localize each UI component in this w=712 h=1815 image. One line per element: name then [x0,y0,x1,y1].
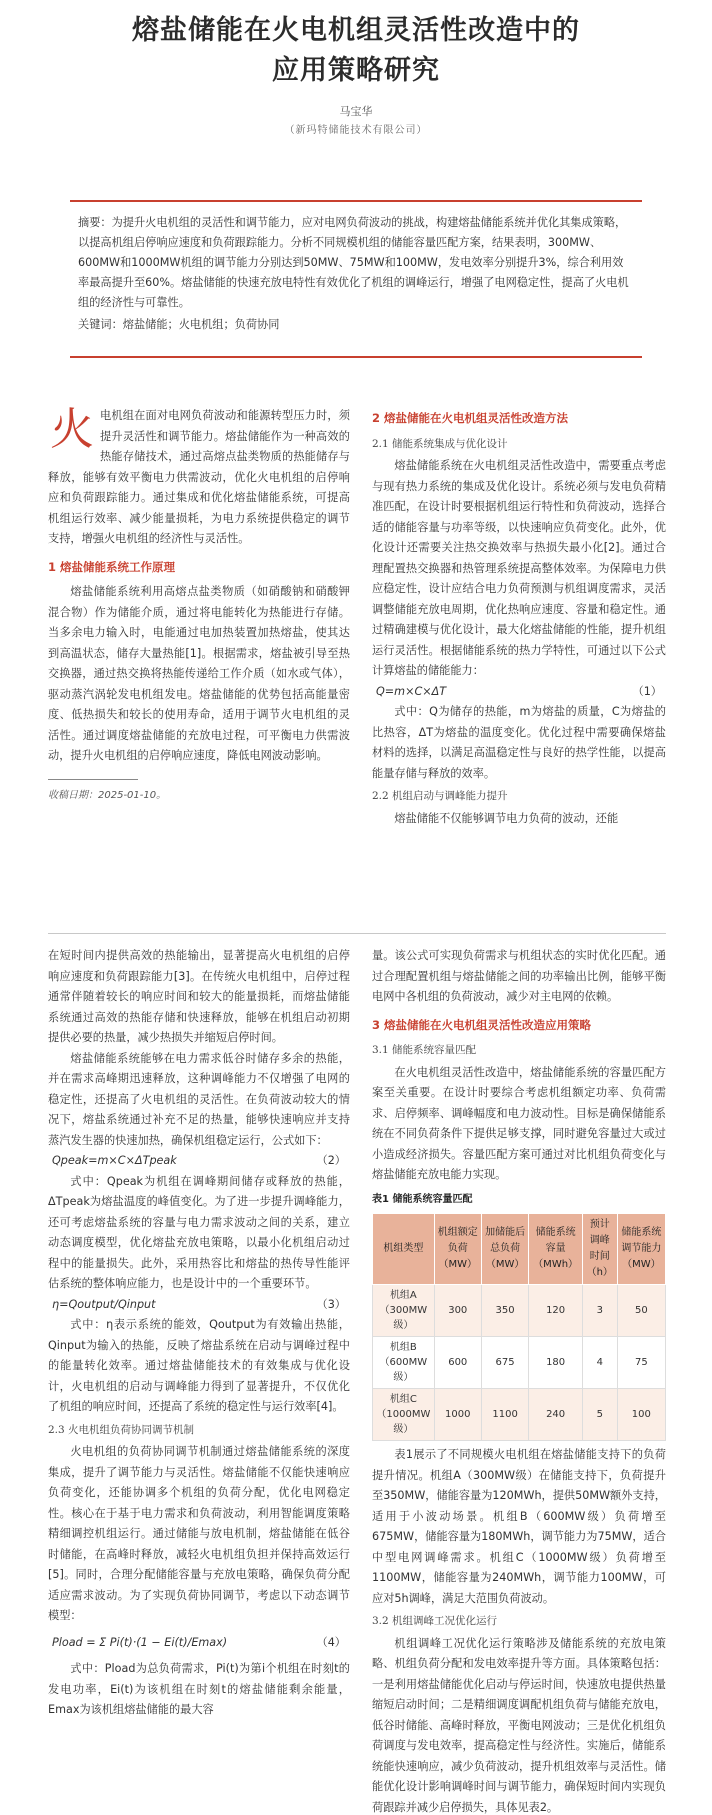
left-column-bottom [48,946,350,1721]
table-cell: 4 [582,1337,617,1389]
table-header-cell: 机组额定负荷（MW） [434,1214,481,1285]
table-header-cell: 储能系统调节能力（MW） [617,1214,665,1285]
section-2-heading: 2 熔盐储能在火电机组灵活性改造方法 [372,411,569,425]
section-3-1-paragraph: 在火电机组灵活性改造中，熔盐储能系统的容量匹配方案至关重要。在设计时要综合考虑机组额定功率、负荷需求、启停频率、调峰幅度和电力波动性。目标是确保储能系统在不同负荷条件下提供足够支撑，同时避免容量过大或过小造成经济损失。容量匹配方案可通过对比机组负荷变化与熔盐储能充放电能力实现。 [372,1065,666,1181]
section-2-1-paragraph: 熔盐储能系统在火电机组灵活性改造中，需要重点考虑与现有热力系统的集成及优化设计。系统必须与发电负荷精准匹配，在设计时要根据机组运行特性和负荷波动，选择合适的储能容量与功率等级，以快速响应负荷变化。此外，优化设计还需要关注热交换效率与热损失最小化[2]。通过合理配置热交换器和热管理系统提高整体效率。为保障电力供应稳定性，设计应结合电力负荷预测与机组调度需求，灵活调整储能充放电周期，优化热响应速度、容量和稳定性。通过精确建模与优化设计，最大化熔盐储能的性能，提升机组运行灵活性。根据储能系统的热力学特性，可通过以下公式计算熔盐的储能能力： [372,459,666,677]
equation-3-number: （3） [316,1297,346,1311]
abstract-text [78,213,634,313]
abstract-body: 为提升火电机组的灵活性和调节能力，应对电网负荷波动的挑战，构建熔盐储能系统并优化其集成策略，以提高机组启停响应速度和负荷跟踪能力。分析不同规模机组的储能容量匹配方案，结果表明，300MW、600MW和1000MW机组的调节能力分别达到50MW、75MW和100MW，发电效率分别提升3%，综合利用效率最高提升至60%。熔盐储能的快速充放电特性有效优化了机组的调峰运行，增强了电网稳定性，提高了火电机组的经济性与可靠性。 [78,216,629,309]
table-cell: 1000 [434,1389,481,1441]
section-1-heading: 1 熔盐储能系统工作原理 [48,559,176,574]
section-2-2-heading: 2.2 机组启动与调峰能力提升 [372,790,508,802]
section-3-heading: 3 熔盐储能在火电机组灵活性改造应用策略 [372,1017,592,1032]
table-1-caption: 表1 储能系统容量匹配 [372,1193,473,1205]
equation-2 [48,1151,350,1172]
table-header-cell: 加储能后总负荷（MW） [481,1214,529,1285]
table-header-cell: 预计调峰时间（h） [582,1214,617,1285]
section-1-paragraph: 熔盐储能系统利用高熔点盐类物质（如硝酸钠和硝酸钾混合物）作为储能介质，通过将电能转化为热能进行存储。当多余电力输入时，电能通过电加热装置加热熔盐，使其达到高温状态，储存大量热能[1]。根据需求，熔盐被引导至热交换器，通过热交换将热能传递给工作介质（如水或气体），驱动蒸汽涡轮发电机组发电。熔盐储能的优势包括高能量密度、低热损失和较长的使用寿命，适用于调节火电机组的灵活性。通过调度熔盐储能的充放电过程，可平衡电力供需波动，提升火电机组的启停响应速度，降低电网波动影响。 [48,585,350,762]
abstract-bottom-rule [70,356,642,358]
keywords-text: 熔盐储能；火电机组；负荷协同 [122,318,280,331]
equation-3 [48,1295,350,1316]
continued-paragraph: 在短时间内提供高效的热能输出，显著提高火电机组的启停响应速度和负荷跟踪能力[3]。在传统火电机组中，启停过程通常伴随着较长的响应时间和较大的能量损耗，而熔盐储能系统通过高效的热能存储和快速释放，能够在机组启动初期提供必要的热量，减少热损失并缩短启停时间。 [48,949,350,1044]
left-column-top [48,406,350,806]
keywords [78,315,634,335]
dropcap: 火 [50,404,94,455]
table-cell: 600 [434,1337,481,1389]
table-row [373,1389,666,1441]
table-header-row [373,1214,666,1285]
section-divider [48,933,666,934]
equation-2-number: （2） [316,1154,346,1167]
section-3-1-heading: 3.1 储能系统容量匹配 [372,1044,477,1056]
continued-paragraph-right: 量。该公式可实现负荷需求与机组状态的实时优化匹配。通过合理配置机组与熔盐储能之间的功率输出比例，能够平衡电网中各机组的负荷波动，减少对主电网的依赖。 [372,949,666,1003]
equation-4 [48,1633,350,1654]
equation-4-number: （4） [316,1635,346,1649]
table-cell: 675 [481,1337,529,1389]
received-date: 收稿日期：2025-01-10。 [48,789,167,801]
table-cell: 机组A（300MW级） [373,1285,435,1337]
table-header-cell: 储能系统容量（MWh） [529,1214,582,1285]
title-line-2: 应用策略研究 [272,55,440,86]
table-cell: 240 [529,1389,582,1441]
abstract-top-rule [70,200,642,202]
equation-1-body: Q=m×C×ΔT [376,684,447,698]
section-2-2-paragraph-start: 熔盐储能不仅能够调节电力负荷的波动，还能 [394,811,619,825]
footnote-separator [48,779,138,780]
intro-paragraph: 电机组在面对电网负荷波动和能源转型压力时，须提升灵活性和调节能力。熔盐储能作为一种高效的热能存储技术，通过高熔点盐类物质的热能储存与释放，能够有效平衡电力供需波动，优化火电机组的启停响应和负荷跟踪能力。通过集成和优化熔盐储能系统，可提高机组运行效率、减少能量损耗，为电力系统提供稳定的调节支持，增强火电机组的经济性与灵活性。 [48,409,350,545]
section-2-1-heading: 2.1 储能系统集成与优化设计 [372,437,508,450]
equation-1-number: （1） [632,684,662,698]
author: 马宝华 [339,105,373,118]
table-1 [372,1213,666,1441]
equation-3-body: η=Qoutput/Qinput [52,1297,156,1311]
section-2-3-heading: 2.3 火电机组负荷协同调节机制 [48,1423,195,1436]
table-1-discussion: 表1展示了不同规模火电机组在熔盐储能支持下的负荷提升情况。机组A（300MW级）在储能支持下，负荷提升至350MW，储能容量为120MWh，提供50MW额外支持，适用于小波动场景。机组B（600MW级）负荷增至675MW，储能容量为180MWh，调节能力为75MW，适合中型电网调峰需求。机组C（1000MW级）负荷增至1100MW，储能容量为240MWh，调节能力100MW，可应对5h调峰，满足大范围负荷波动。 [372,1448,666,1605]
table-cell: 350 [481,1285,529,1337]
section-2-3-paragraph: 火电机组的负荷协同调节机制通过熔盐储能系统的深度集成，提升了调节能力与灵活性。熔盐储能不仅能快速响应负荷变化，还能协调多个机组的负荷分配，优化电网稳定性。核心在于基于电力需求和负荷波动，利用智能调度策略精细调控机组运行。通过储能与放电机制，熔盐储能在低谷时储能，在高峰时释放，减轻火电机组负担并保持高效运行[5]。同时，合理分配储能容量与充放电策略，确保负荷分配适应需求波动。为了实现负荷协同调节，考虑以下动态调节模型： [48,1445,350,1622]
table-header-cell: 机组类型 [373,1214,435,1285]
right-column-bottom [372,946,666,1815]
section-3-2-heading: 3.2 机组调峰工况优化运行 [372,1615,498,1627]
affiliation: （新玛特储能技术有限公司） [284,125,428,136]
table-cell: 3 [582,1285,617,1337]
equation-2-body: Qpeak=m×C×ΔTpeak [52,1154,177,1167]
section-3-2-paragraph: 机组调峰工况优化运行策略涉及储能系统的充放电策略、机组负荷分配和发电效率提升等方面。具体策略包括：一是利用熔盐储能优化启动与停运时间，快速放电提供热量缩短启动时间；二是精细调度调配机组负荷与储能充放电，低谷时储能、高峰时释放，平衡电网波动；三是优化机组负荷调度与发电效率，提高稳定性与经济性。实施后，储能系统能快速响应，减少负荷波动，提升机组效率与灵活性。储能优化设计影响调峰时间与调节能力，确保短时间内实现负荷跟踪并减少启停损失，具体见表2。 [372,1636,666,1814]
peak-shaving-paragraph: 熔盐储能系统能够在电力需求低谷时储存多余的热能，并在需求高峰期迅速释放，这种调峰能力不仅增强了电网的稳定性，还提高了火电机组的灵活性。在负荷波动较大的情况下，熔盐系统通过补充不足的热量，能够快速响应并支持蒸汽发生器的快速加热，确保机组稳定运行，公式如下： [48,1051,350,1147]
table-cell: 180 [529,1337,582,1389]
title-line-1: 熔盐储能在火电机组灵活性改造中的 [132,15,580,46]
table-cell: 机组B（600MW级） [373,1337,435,1389]
abstract-block [78,213,634,335]
keywords-label: 关键词： [78,318,123,331]
equation-4-explanation: 式中：Pload为总负荷需求，Pi(t)为第i个机组在时刻t的发电功率，Ei(t)为该机组在时刻t的熔盐储能剩余能量，Emax为该机组熔盐储能的最大容 [48,1662,350,1716]
equation-3-explanation: 式中：η表示系统的能效，Qoutput为有效输出热能，Qinput为输入的热能，反映了熔盐系统在启动与调峰过程中的能量转化效率。通过熔盐储能技术的有效集成与优化设计，火电机组的启动与调峰能力得到了显著提升，不仅优化了机组的响应时间，还提高了系统的稳定性与运行效率[4]。 [48,1318,350,1413]
equation-4-body: Pload = Σ Pi(t)·(1 − Ei(t)/Emax) [52,1635,228,1649]
equation-1-explanation: 式中：Q为储存的热能，m为熔盐的质量，C为熔盐的比热容，ΔT为熔盐的温度变化。优化过程中需要确保熔盐材料的选择，以满足高温稳定性与良好的热学性能，以提高能量存储与释放的效率。 [372,705,666,780]
table-row [373,1285,666,1337]
table-cell: 300 [434,1285,481,1337]
table-cell: 机组C（1000MW级） [373,1389,435,1441]
table-cell: 50 [617,1285,665,1337]
equation-2-explanation: 式中：Qpeak为机组在调峰期间储存或释放的热能，ΔTpeak为熔盐温度的峰值变化。为了进一步提升调峰能力，还可考虑熔盐系统的容量与电力需求波动之间的关系，建立动态调度模型，优化熔盐充放电策略，以最小化机组启动过程中的能量损失。此外，采用热容比和熔盐的热传导性能评估系统的整体响应能力，也是设计中的一个重要环节。 [48,1174,350,1290]
right-column-top [372,406,666,829]
table-cell: 100 [617,1389,665,1441]
table-body [373,1285,666,1441]
table-cell: 1100 [481,1389,529,1441]
table-cell: 120 [529,1285,582,1337]
table-cell: 5 [582,1389,617,1441]
table-cell: 75 [617,1337,665,1389]
equation-1 [372,682,666,703]
abstract-label: 摘要： [78,216,112,229]
table-row [373,1337,666,1389]
